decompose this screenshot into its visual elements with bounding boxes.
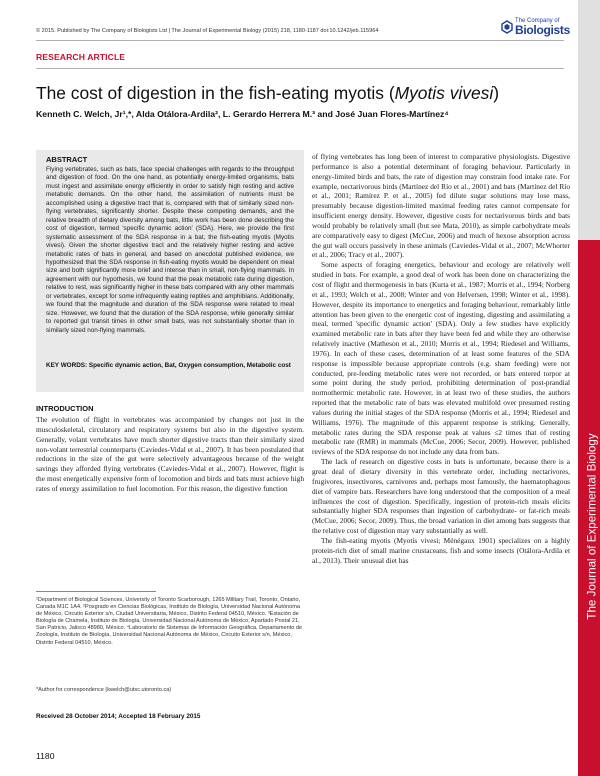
paragraph: Some aspects of foraging energetics, behaviour and ecology are relatively well studied in bats. For example, a good deal of work has been done on characterizing the cost of flight and thermogenesis in bats (Kurta et al., 1987; Morris et al., 1994; Norberg et al., 1993; Welch et al., 2008; Winter and von Helversen, 1998; Winter et al., 1998). However, despite its importance to energetics and foraging behaviour, remarkably little attention has been given to the energetic cost of ingesting, digesting and assimilating a meal, termed 'specific dynamic action' (SDA). Only a few studies have explicitly examined metabolic rate in bats after they have been fed and while they are otherwise relatively inactive (Matheson et al., 2010; Morris et al., 1994; Riedesel and Williams, 1976). In each of these cases, determination of at least some features of the SDA response is impossible because appropriate controls (e.g. sham feeding) were not conducted, pre-feeding metabolic rates were not recorded, or bats entered torpor at some point during the study period, prohibiting determination of post-prandial normothermic metabolic rate. However, in at least two of these studies, the authors reported that the metabolic rate of bats was elevated multifold over presumed resting values during the initial stages of the SDA response (Morris et al., 1994; Riedesel and Williams, 1976). The magnitude of this apparent response is striking. Generally, metabolic rates during the SDA response peak at values ≤2 times that of resting metabolic rate (RMR) in mammals (McCue, 2006; Secor, 2009). However, published reviews of the SDA response do not include any data from bats. [312, 260, 570, 457]
title-main: The cost of digestion in the fish-eating myotis ( [36, 83, 395, 103]
footnote-divider [36, 591, 156, 592]
affiliations: ¹Department of Biological Sciences, University of Toronto Scarborough, 1265 Military Trail, Toronto, Ontario, Canada M1C 1A4. ²Posgrado en Ciencias Biológicas, Instituto de Biología, Universidad Nacional Autónoma de México, Circuito Exterior s/n, Ciudad Universitaria, México, Distrito Federal 04510, México. ³Estación de Biología de Chamela, Instituto de Biología, Universidad Nacional Autónoma de México, Apartado Postal 21, San Patricio, Jalisco 48980, México. ⁴Laboratorio de Sistemas de Información Geográfica, Departamento de Zoología, Instituto de Biología, Universidad Nacional Autónoma de México, Circuito Exterior s/n, México, Distrito Federal 04510, México. [36, 597, 303, 646]
author-list: Kenneth C. Welch, Jr¹,*, Alda Otálora-Ardila², L. Gerardo Herrera M.³ and José Juan Flores-Martínez⁴ [36, 109, 449, 119]
journal-sidebar [578, 0, 600, 776]
sidebar-journal-name: The Journal of Experimental Biology [585, 433, 599, 620]
paragraph: The fish-eating myotis (Myotis vivesi; Ménégaux 1901) specializes on a highly protein-rich diet of small marine crustaceans, fish and some insects (Otálora-Ardila et al., 2013). Their unusual diet has [312, 535, 570, 565]
paragraph: The lack of research on digestive costs in bats is unfortunate, because there is a great deal of dietary diversity in this vertebrate order, including nectarivores, frugivores, insectivores, carnivores and, perhaps most famously, the haematophagous diet of vampire bats. Researchers have long understood that the composition of a meal influences the cost of digestion. Specifically, ingestion of protein-rich meals elicits substantially higher SDA responses than ingestion of carbohydrate- or fat-rich meals (McCue, 2006; Secor, 2009). Thus, the broad variation in diet among bats suggests that the relative cost of digestion may vary substantially as well. [312, 457, 570, 536]
correspondence[interactable]: *Author for correspondence (kwelch@utsc.utoronto.ca) [36, 687, 172, 693]
title-end: ) [493, 83, 499, 103]
section-divider [36, 68, 564, 69]
abstract-text: Flying vertebrates, such as bats, face special challenges with regards to the throughput and digestion of food. On the one hand, as potentially energy-limited organisms, bats must ingest and assimilate energy efficiently in order to satisfy high resting and active metabolic demands. On the other hand, the assimilation of nutrients must be accomplished using a digestive tract that is, compared with that of similarly sized non-flying vertebrates, significantly shorter. Despite these competing demands, and the relative breadth of dietary diversity among bats, little work has been done describing the cost of digestion, termed 'specific dynamic action' (SDA). Here, we provide the first systematic assessment of the SDA response in a bat, the fish-eating myotis (Myotis vivesi). Given the shorter digestive tract and the relatively higher resting and active metabolic rates of bats in general, and based on anecdotal published evidence, we hypothesized that the SDA response in fish-eating myotis would be dependent on meal size and both significantly more brief and intense than in small, non-flying mammals. In agreement with our hypothesis, we found that the peak metabolic rate during digestion, relative to rest, was significantly higher in these bats compared with any other mammals or vertebrates, except for some infrequently eating reptiles and amphibians. Additionally, we found that the magnitude and duration of the SDA response were related to meal size. However, we found that the duration of the SDA response, while generally similar to reported gut transit times in other small bats, was not substantially shorter than in similarly sized non-flying mammals. [46, 166, 294, 334]
journal-citation: © 2015. Published by The Company of Biologists Ltd | The Journal of Experimental Biology (2015) 218, 1180-1187 doi:10.1242/jeb.115964 [36, 28, 379, 34]
logo-line-2: Biologists [515, 23, 571, 37]
section-label: RESEARCH ARTICLE [36, 52, 126, 62]
title-species: Myotis vivesi [394, 83, 494, 103]
paragraph: of flying vertebrates has long been of interest to comparative physiologists. Digestive performance is also a potential determinant of foraging behaviour. Particularly in energy-limited birds and bats, the rate of digestion may constrain food intake rate. For example, nectarivorous birds (Martínez del Río et al., 2001) and bats (Martínez del Río et al., 2001; Ramírez P. et al., 2005) fed dilute sugar solutions may lose mass, presumably because digestion-limited maximal feeding rates cannot compensate for insufficient energy density. However, digestive costs for nectarivorous birds and bats would probably be relatively small (but see Mata, 2010), as simple carbohydrate meals are comparatively easy to digest (McCue, 2006) and much of hexose absorption across the gut wall occurs passively in these animals (Caviedes-Vidal et al., 2007; McWhorter et al., 2006; Tracy et al., 2007). [312, 152, 570, 260]
abstract-heading: ABSTRACT [46, 155, 88, 164]
logo-line-1: The Company of [515, 18, 560, 24]
introduction-text: The evolution of flight in vertebrates was accompanied by changes not just in the musculoskeletal, circulatory and respiratory systems but also in the digestive system. Generally, volant vertebrates have much shorter digestive tracts than their similarly sized non-volant terrestrial counterparts (Caviedes-Vidal et al., 2007). It has been postulated that reductions in the size of the gut were selectively advantageous because of the weight savings they afforded flying vertebrates (Caviedes-Vidal et al., 2007). However, flight is the most energetically expensive form of locomotion and birds and bats must achieve high rates of energy assimilation to fuel locomotion. For this reason, the digestive function [36, 415, 304, 493]
publisher-logo[interactable] [515, 18, 577, 36]
logo-mark-icon [501, 20, 513, 34]
received-dates: Received 28 October 2014; Accepted 18 February 2015 [36, 713, 201, 720]
right-column [312, 152, 570, 565]
header-divider [36, 40, 564, 41]
keywords: KEY WORDS: Specific dynamic action, Bat, Oxygen consumption, Metabolic cost [46, 362, 291, 369]
page-number: 1180 [36, 751, 55, 761]
article-title [36, 83, 564, 104]
introduction-heading: INTRODUCTION [36, 404, 94, 413]
